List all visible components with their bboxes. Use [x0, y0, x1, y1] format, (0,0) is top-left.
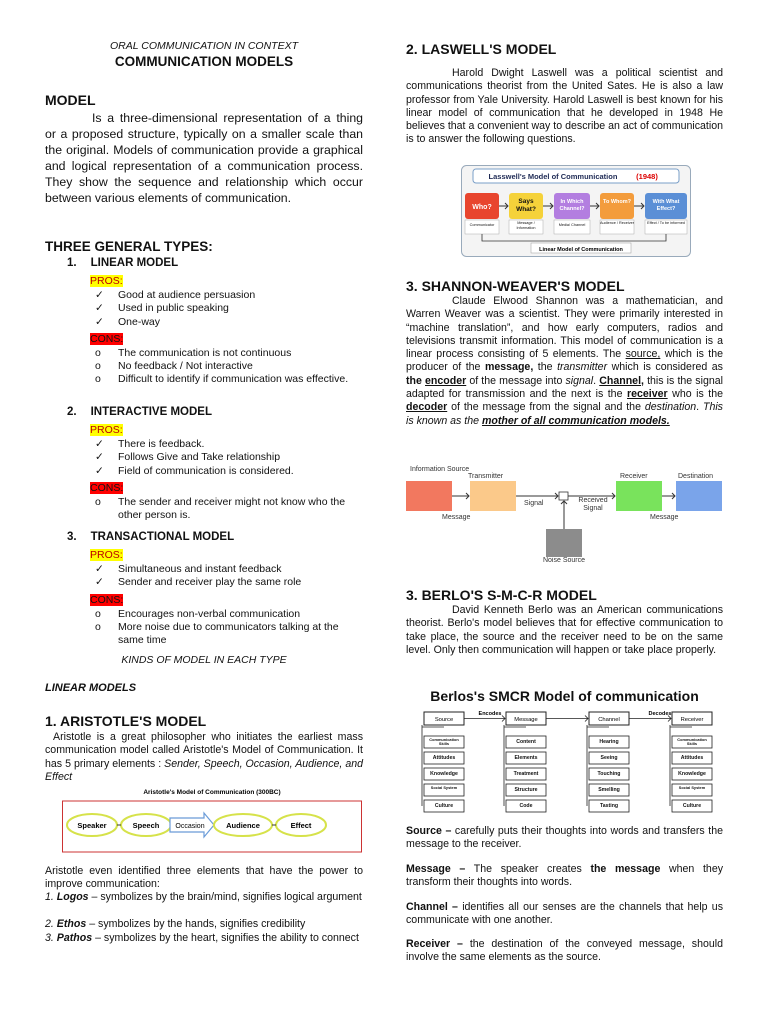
list-item: o The communication is not continuous	[95, 346, 292, 359]
three-types-heading: THREE GENERAL TYPES:	[45, 239, 213, 254]
cons-label: CONS:	[90, 593, 124, 606]
smcr-item-label: Knowledge	[678, 771, 706, 777]
encodes-label: Encodes	[478, 711, 502, 717]
check-icon: ✓	[95, 289, 104, 301]
smcr-top-label: Channel	[598, 717, 620, 723]
svg-text:Signal: Signal	[524, 500, 544, 507]
smcr-item-label: Social System	[678, 784, 706, 790]
box-noise-source	[546, 529, 582, 557]
ethos-item: 2. Ethos – symbolizes by the hands, signifies credibility	[45, 918, 306, 930]
berlo-diagram	[416, 706, 716, 818]
svg-text:Effect: Effect	[290, 821, 312, 830]
def-source: Source – carefully puts their thoughts into words and transfers the message to the receiver.	[406, 825, 723, 851]
smcr-item-label: Attitudes	[432, 755, 456, 761]
circle-bullet-icon: o	[95, 360, 101, 373]
aristotle-diagram	[62, 781, 362, 853]
laswell-diagram-year: (1948)	[636, 172, 658, 181]
model-heading: MODEL	[45, 92, 96, 108]
cons-label: CONS:	[90, 332, 124, 345]
aristotle-text: Aristotle is a great philosopher who initiates the earliest mass communication model called Aristotle's Model of Communication. It has 5 primary elements : Sender, Speech, Occasion, Audience, and Effect	[45, 731, 363, 783]
def-receiver: Receiver – the destination of the conveyed message, should involve the same elements as the source.	[406, 938, 724, 964]
berlo-heading: 3. BERLO'S S-M-C-R MODEL	[406, 587, 597, 603]
pathos-item: 3. Pathos – symbolizes by the heart, signifies the ability to connect	[45, 932, 359, 944]
svg-text:Destination: Destination	[678, 473, 714, 480]
list-item: ✓ Sender and receiver play the same role	[95, 576, 302, 589]
transactional-model-title: 3. TRANSACTIONAL MODEL	[67, 531, 235, 543]
svg-text:Transmitter: Transmitter	[468, 473, 504, 480]
svg-text:Information Source: Information Source	[410, 466, 470, 473]
circle-bullet-icon: o	[95, 346, 101, 359]
smcr-item-label: Touching	[597, 771, 621, 777]
smcr-item-label: Content	[516, 739, 536, 745]
check-icon: ✓	[95, 576, 104, 589]
smcr-item-label: Tasting	[599, 803, 619, 809]
model-definition: Is a three-dimensional representation of a thing or a proposed structure, typically on a smaller scale than the original. Models of communication provide a graphical and logical representation of a communication process. They show the sequence and relationship which occur between various elements of communication.	[45, 111, 363, 205]
list-item: ✓ Field of communication is considered.	[95, 464, 294, 477]
svg-text:Receiver: Receiver	[620, 473, 648, 480]
svg-text:Occasion: Occasion	[175, 823, 205, 830]
check-icon: ✓	[95, 302, 104, 315]
smcr-top-label: Source	[434, 717, 454, 723]
pros-label: PROS:	[90, 424, 123, 436]
smcr-top-label: Message	[514, 717, 538, 723]
list-item: ✓ There is feedback.	[95, 438, 205, 450]
decodes-label: Decodes	[648, 711, 672, 717]
circle-bullet-icon: o	[95, 373, 101, 386]
transactional-model-block	[67, 531, 363, 647]
svg-text:Audience: Audience	[226, 821, 260, 830]
pros-label: PROS:	[90, 275, 123, 287]
aristotle-heading: 1. ARISTOTLE'S MODEL	[45, 713, 207, 729]
smcr-arrow	[546, 716, 588, 722]
linear-models-heading: LINEAR MODELS	[45, 682, 137, 694]
smcr-item-label: Structure	[514, 787, 538, 793]
list-item: o Difficult to identify if communication was effective.	[95, 373, 349, 386]
svg-text:Message: Message	[442, 514, 471, 521]
interactive-model-title: 2. INTERACTIVE MODEL	[67, 406, 212, 418]
smcr-item-label: Communication Skills	[429, 736, 459, 746]
cons-label: CONS:	[90, 481, 124, 494]
list-item: o No feedback / Not interactive	[95, 360, 253, 373]
smcr-item-label: Seeing	[600, 755, 618, 761]
circle-bullet-icon: o	[95, 495, 101, 508]
pros-label: PROS:	[90, 549, 123, 561]
shannon-diagram: Information Source Transmitter Receiver Destination Message Signal Received Signal Message Noise Source	[406, 463, 724, 575]
svg-text:Who?: Who?	[472, 204, 492, 211]
svg-text:Message: Message	[650, 514, 679, 521]
box-information-source	[406, 481, 452, 511]
list-item: ✓ Simultaneous and instant feedback	[95, 563, 282, 575]
circle-bullet-icon: o	[95, 620, 101, 633]
list-item: ✓ Good at audience persuasion	[95, 289, 256, 301]
shannon-text: Claude Elwood Shannon was a mathematician, and Warren Weaver was a scientist. They were primarily interested in “machine translation”, and how early computers, radios and televisions transmit information. This model of communication is a linear process consisting of 5 elements. The source, which is the producer of the message, the transmitter which is considered as the encoder of the message into signal. Channel, this is the signal adapted for transmission and the next is the receiver who is the decoder of the message from the signal and the destination. This is known as the mother of all communication models.	[406, 295, 723, 427]
def-message: Message – The speaker creates the message when they transform their thoughts into words.	[406, 863, 724, 889]
aristotle-intro: Aristotle even identified three elements that have the power to improve communication:	[45, 865, 363, 891]
laswell-diagram: Lasswell's Model of Communication (1948) Who? Says What? In Which Channel? To Whom? With What Effect? Communicator Message / Information Media/ Channel Audience / Receiver Effect / To be informed Linear Model of Communication	[461, 165, 691, 257]
smcr-item-label: Code	[519, 803, 533, 809]
check-icon: ✓	[95, 438, 104, 450]
circle-bullet-icon: o	[95, 607, 101, 620]
diagram-title: Aristotle's Model of Communication (300BC)	[143, 789, 281, 796]
list-item: o Encourages non-verbal communication	[95, 607, 301, 620]
laswell-heading: 2. LASWELL'S MODEL	[406, 41, 557, 57]
smcr-item-label: Culture	[682, 803, 702, 809]
smcr-item-label: Elements	[514, 755, 538, 761]
kinds-heading: KINDS OF MODEL IN EACH TYPE	[121, 654, 287, 666]
check-icon: ✓	[95, 563, 104, 575]
smcr-item-label: Hearing	[599, 739, 619, 745]
box-destination	[676, 481, 722, 511]
smcr-item-label: Treatment	[513, 771, 539, 777]
list-item: o The sender and receiver might not know who the other person is.	[95, 495, 346, 522]
document-subtitle: ORAL COMMUNICATION IN CONTEXT	[109, 40, 299, 52]
smcr-item-label: Smelling	[598, 787, 620, 793]
check-icon: ✓	[95, 315, 104, 328]
laswell-text: Harold Dwight Laswell was a political scientist and communications theorist from the United Sates. He is also a law professor from Yale University. Harold Laswell is best known for his linear model of communication that he developed in 1948 He believes that a convenient way to describe an act of communication is to answer the following questions.	[406, 67, 723, 146]
smcr-item-label: Communication Skills	[677, 736, 707, 746]
svg-text:Speaker: Speaker	[77, 821, 107, 830]
list-item: ✓ One-way	[95, 315, 161, 328]
berlo-text: David Kenneth Berlo was an American communications theorist. Berlo's model believes that for effective communication to take place, the source and the receiver need to be on the same level. Only then communication will happen or take place properly.	[406, 604, 723, 656]
laswell-diagram-footer: Linear Model of Communication	[539, 247, 623, 253]
linear-model-block	[67, 257, 363, 387]
smcr-item-label: Social System	[430, 784, 458, 790]
list-item: o More noise due to communicators talking at the same time	[95, 620, 339, 647]
linear-model-title: 1. LINEAR MODEL	[67, 257, 179, 269]
list-item: ✓ Used in public speaking	[95, 302, 229, 315]
svg-text:Speech: Speech	[132, 821, 160, 830]
interactive-model-block	[67, 406, 363, 522]
berlo-diagram-title: Berlos's SMCR Model of communication	[430, 688, 699, 704]
check-icon: ✓	[95, 451, 104, 464]
document-title: COMMUNICATION MODELS	[114, 54, 294, 69]
laswell-diagram-title: Lasswell's Model of Communication	[488, 172, 618, 181]
def-channel: Channel – identifies all our senses are the channels that help us communicate with one another.	[406, 901, 723, 927]
box-transmitter	[470, 481, 516, 511]
smcr-item-label: Knowledge	[430, 771, 458, 777]
smcr-top-label: Receiver	[680, 717, 704, 723]
list-item: ✓ Follows Give and Take relationship	[95, 451, 281, 464]
shannon-heading: 3. SHANNON-WEAVER'S MODEL	[406, 278, 625, 294]
check-icon: ✓	[95, 464, 104, 477]
logos-item: 1. Logos – symbolizes by the brain/mind, signifies logical argument	[45, 891, 362, 903]
box-receiver	[616, 481, 662, 511]
smcr-item-label: Attitudes	[680, 755, 704, 761]
smcr-item-label: Culture	[434, 803, 454, 809]
